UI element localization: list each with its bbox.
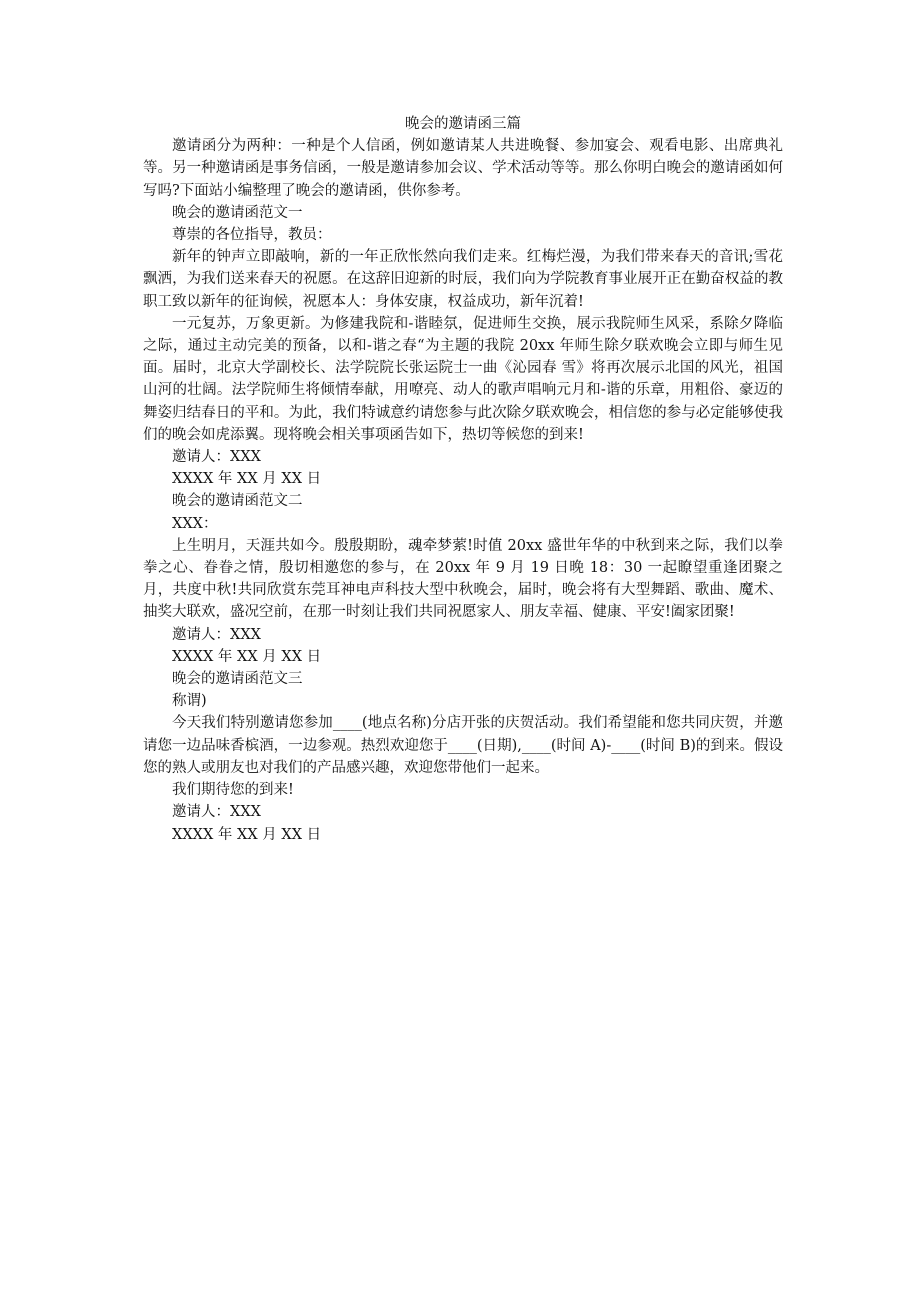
- sample3-date: XXXX 年 XX 月 XX 日: [172, 826, 322, 843]
- document-title: 晚会的邀请函三篇: [405, 116, 521, 132]
- sample2-heading: 晚会的邀请函范文二: [172, 493, 303, 510]
- sample3-paragraph-1: 今天我们特别邀请您参加____(地点名称)分店开张的庆贺活动。我们希望能和您共同庆贺，并邀请您一边品味香槟酒，一边参观。热烈欢迎您于____(日期),____(时间 A)-____(时间 B)的到来。假设您的熟人或朋友也对我们的产品感兴趣，欢迎您带他们一起来。: [143, 715, 783, 776]
- sample3-inviter: 邀请人：XXX: [172, 804, 261, 821]
- sample3-closing: 我们期待您的到来!: [172, 782, 294, 799]
- intro-paragraph: 邀请函分为两种：一种是个人信函，例如邀请某人共进晚餐、参加宴会、观看电影、出席典礼等。另一种邀请函是事务信函，一般是邀请参加会议、学术活动等等。那么你明白晚会的邀请函如何写吗?下面站小编整理了晚会的邀请函，供你参考。: [143, 138, 783, 199]
- sample1-paragraph-1: 新年的钟声立即敲响，新的一年正欣怅然向我们走来。红梅烂漫，为我们带来春天的音讯;雪花飘洒，为我们送来春天的祝愿。在这辞旧迎新的时辰，我们向为学院教育事业展开正在勤奋权益的教职工致以新年的征询候，祝愿本人：身体安康，权益成功，新年沉着!: [143, 249, 783, 310]
- sample2-date: XXXX 年 XX 月 XX 日: [172, 648, 322, 665]
- document-page: [143, 113, 783, 846]
- sample2-paragraph-1: 上生明月，天涯共如今。殷殷期盼，魂牵梦萦!时值 20xx 盛世年华的中秋到来之际，我们以拳拳之心、眷眷之情，殷切相邀您的参与，在 20xx 年 9 月 19 日晚 18：30 一起瞭望重逢团聚之月，共度中秋!共同欣赏东莞耳神电声科技大型中秋晚会，届时，晚会将有大型舞蹈、歌曲、魔术、抽奖大联欢，盛况空前，在那一时刻让我们共同祝愿家人、朋友幸福、健康、平安!阖家团聚!: [143, 537, 783, 621]
- sample1-inviter: 邀请人：XXX: [172, 449, 261, 466]
- sample2-inviter: 邀请人：XXX: [172, 626, 261, 643]
- sample3-salutation: 称谓): [172, 693, 207, 710]
- sample1-heading: 晚会的邀请函范文一: [172, 204, 303, 221]
- sample1-salutation: 尊崇的各位指导，教员：: [172, 227, 332, 244]
- sample1-date: XXXX 年 XX 月 XX 日: [172, 471, 322, 488]
- sample1-paragraph-2: 一元复苏，万象更新。为修建我院和-谐睦氛，促进师生交换，展示我院师生风采，系除夕降临之际，通过主动完美的预备，以和-谐之春“为主题的我院 20xx 年师生除夕联欢晚会立即与师生见面。届时，北京大学副校长、法学院院长张运院士一曲《沁园春 雪》将再次展示北国的风光，祖国山河的壮阔。法学院师生将倾情奉献，用嘹亮、动人的歌声唱响元月和-谐的乐章，用粗俗、豪迈的舞姿归结春日的平和。为此，我们特诚意约请您参与此次除夕联欢晚会，相信您的参与必定能够使我们的晚会如虎添翼。现将晚会相关事项函告如下，热切等候您的到来!: [143, 315, 783, 443]
- sample2-salutation: XXX：: [172, 515, 218, 532]
- sample3-heading: 晚会的邀请函范文三: [172, 671, 303, 688]
